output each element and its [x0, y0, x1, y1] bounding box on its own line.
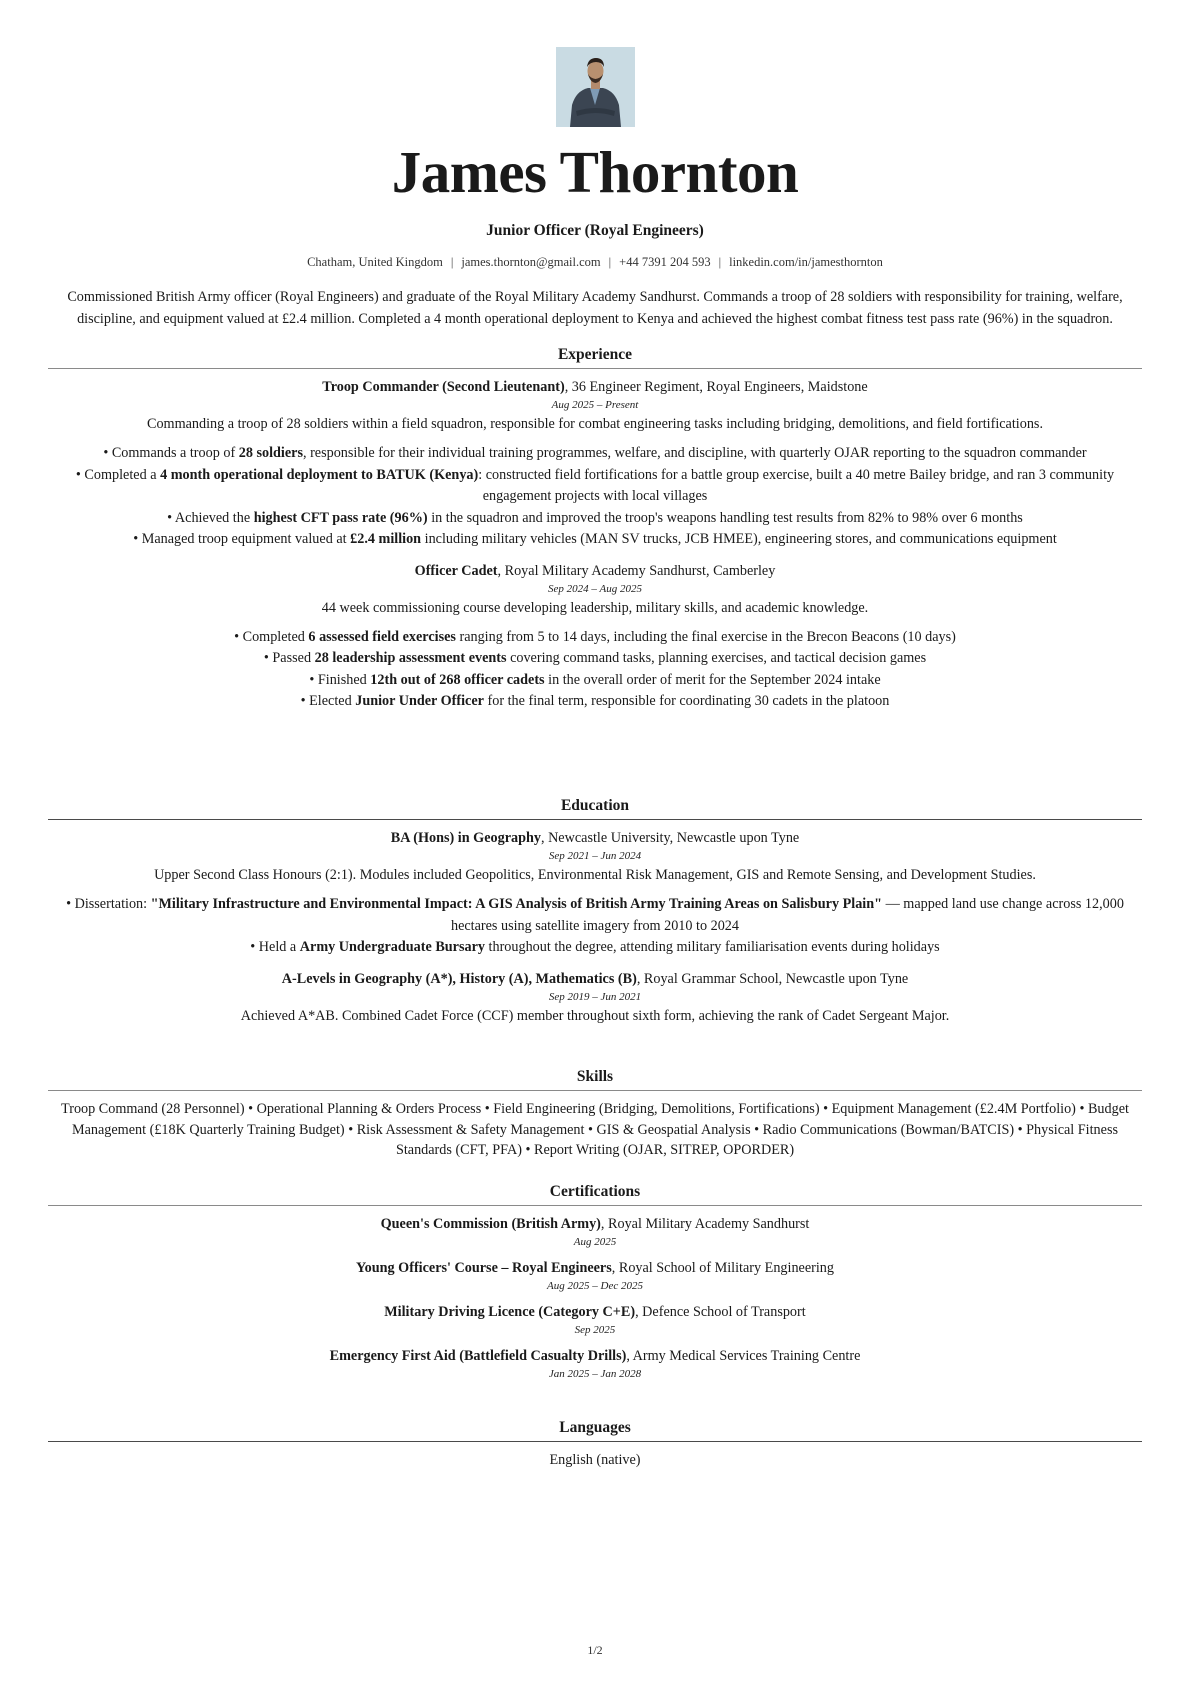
bullet-text: in the squadron and improved the troop's weapons handling test results from 82% to 98% over 6 months [427, 509, 1023, 526]
bullet-text: • Finished [309, 671, 371, 688]
bullet-item [48, 529, 1142, 551]
institution: , Newcastle University, Newcastle upon Tyne [540, 830, 800, 846]
section-heading-education: Education [560, 797, 630, 814]
degree-title: A-Levels in Geography (A*), History (A), Mathematics (B) [281, 970, 637, 987]
entry-heading [48, 828, 1142, 848]
bullet-text: for the final term, responsible for coordinating 30 cadets in the platoon [483, 693, 890, 709]
bullet-item [48, 894, 1142, 937]
bullet-text: including military vehicles (MAN SV trucks, JCB HMEE), engineering stores, and communications equipment [421, 531, 1057, 547]
contact-email[interactable]: james.thornton@gmail.com [461, 255, 601, 269]
skills-list: Troop Command (28 Personnel) • Operational Planning & Orders Process • Field Engineering (Bridging, Demolitions, Fortifications) • Equipment Management (£2.4M Portfolio) • Budget Management (£18K Quarterly Training Budget) • Risk Assessment & Safety Management • GIS & Geospatial Analysis • Radio Communications (Bowman/BATCIS) • Physical Fitness Standards (CFT, PFA) • Report Writing (OJAR, SITREP, OPORDER) [61, 1101, 1129, 1158]
bullet-item [48, 937, 1142, 959]
bullet-text: • Commands a troop of [103, 445, 239, 461]
bullet-highlight: £2.4 million [350, 531, 422, 547]
certification-issuer: , Royal School of Military Engineering [611, 1260, 834, 1276]
experience-entry [48, 377, 1142, 551]
institution: , Royal Grammar School, Newcastle upon Tyne [636, 970, 909, 987]
bullet-text: • Held a [250, 939, 300, 955]
bullet-item [48, 670, 1142, 692]
candidate-name: James Thornton [391, 139, 799, 205]
entry-heading [48, 969, 1142, 989]
entry-date: Sep 2021 – Jun 2024 [548, 850, 642, 862]
bullet-item [48, 648, 1142, 670]
bullet-highlight: 12th out of 268 officer cadets [370, 671, 545, 688]
organization: , Royal Military Academy Sandhurst, Camberley [497, 562, 776, 579]
contact-line [0, 255, 1190, 270]
contact-linkedin[interactable]: linkedin.com/in/jamesthornton [729, 255, 883, 269]
education-entry [48, 969, 1142, 1027]
entry-date: Aug 2025 – Present [551, 399, 639, 411]
bullet-highlight: "Military Infrastructure and Environmental Impact: A GIS Analysis of British Army Training Areas on Salisbury Plain" [150, 896, 883, 912]
profile-photo [556, 47, 635, 127]
bullet-item [48, 443, 1142, 465]
certification-issuer: , Army Medical Services Training Centre [626, 1348, 861, 1364]
certification-entry [48, 1346, 1142, 1383]
certification-date: Aug 2025 [573, 1236, 617, 1248]
certification-name: Young Officers' Course – Royal Engineers [356, 1260, 612, 1276]
certification-entry [48, 1214, 1142, 1251]
entry-date: Sep 2019 – Jun 2021 [548, 990, 642, 1003]
certification-entry [48, 1258, 1142, 1295]
section-heading-skills: Skills [576, 1068, 614, 1085]
entry-heading [48, 377, 1142, 397]
bullet-item [48, 627, 1142, 649]
certification-date: Aug 2025 – Dec 2025 [547, 1280, 643, 1292]
section-heading-certifications: Certifications [549, 1183, 641, 1200]
education-entry [48, 828, 1142, 959]
certification-issuer: , Royal Military Academy Sandhurst [600, 1216, 810, 1232]
section-divider [48, 819, 1142, 820]
bullet-list [48, 894, 1142, 959]
organization: , 36 Engineer Regiment, Royal Engineers, Maidstone [564, 379, 868, 395]
contact-phone[interactable]: +44 7391 204 593 [619, 255, 711, 269]
certification-heading [48, 1258, 1142, 1278]
entry-date: Sep 2024 – Aug 2025 [548, 582, 642, 595]
bullet-list [48, 443, 1142, 551]
section-divider [48, 1090, 1142, 1091]
bullet-text: , responsible for their individual training programmes, welfare, and discipline, with quarterly OJAR reporting to the squadron commander [302, 445, 1087, 461]
role-title: Troop Commander (Second Lieutenant) [322, 379, 565, 395]
bullet-text: throughout the degree, attending military familiarisation events during holidays [485, 939, 940, 955]
separator: | [718, 255, 722, 269]
degree-title: BA (Hons) in Geography [390, 830, 541, 846]
bullet-text: • Managed troop equipment valued at [133, 531, 351, 547]
language-item: English (native) [549, 1452, 641, 1468]
education-section [48, 795, 1142, 1027]
bullet-text: in the overall order of merit for the September 2024 intake [544, 671, 881, 688]
skills-section [48, 1066, 1142, 1161]
bullet-highlight: 28 leadership assessment events [314, 650, 507, 666]
experience-section [48, 344, 1142, 713]
certification-date: Jan 2025 – Jan 2028 [548, 1368, 642, 1380]
entry-description: 44 week commissioning course developing leadership, military skills, and academic knowledge. [321, 599, 869, 616]
bullet-text: • Passed [263, 650, 315, 666]
entry-heading [48, 561, 1142, 581]
bullet-text: covering command tasks, planning exercises, and tactical decision games [506, 650, 927, 666]
entry-description: Upper Second Class Honours (2:1). Modules included Geopolitics, Environmental Risk Management, GIS and Remote Sensing, and Development Studies. [154, 867, 1036, 883]
section-divider [48, 1205, 1142, 1206]
bullet-text: ranging from 5 to 14 days, including the final exercise in the Brecon Beacons (10 days) [455, 628, 956, 645]
certification-issuer: , Defence School of Transport [635, 1304, 806, 1320]
bullet-highlight: 4 month operational deployment to BATUK (Kenya) [160, 466, 479, 483]
certification-name: Emergency First Aid (Battlefield Casualty Drills) [329, 1348, 627, 1364]
bullet-highlight: 6 assessed field exercises [308, 628, 456, 645]
certifications-section [48, 1181, 1142, 1383]
page-number: 1/2 [587, 1643, 603, 1657]
bullet-item [48, 465, 1142, 508]
bullet-highlight: highest CFT pass rate (96%) [253, 509, 428, 526]
bullet-item [48, 508, 1142, 530]
bullet-highlight: Junior Under Officer [355, 693, 484, 709]
bullet-highlight: Army Undergraduate Bursary [299, 939, 485, 955]
bullet-text: : constructed field fortifications for a battle group exercise, built a 40 metre Bailey bridge, and ran 3 community engagement projects with local villages [478, 466, 1115, 504]
section-divider [48, 1441, 1142, 1442]
certification-heading [48, 1214, 1142, 1234]
contact-location: Chatham, United Kingdom [307, 255, 443, 269]
bullet-text: • Completed a [75, 466, 161, 483]
bullet-text: • Elected [300, 693, 356, 709]
bullet-text: — mapped land use change across 12,000 hectares using satellite imagery from 2010 to 2024 [450, 896, 1124, 934]
bullet-text: • Completed [234, 628, 309, 645]
summary: Commissioned British Army officer (Royal Engineers) and graduate of the Royal Military Academy Sandhurst. Commands a troop of 28 soldiers with responsibility for training, welfare, discipline, and equipment valued at £2.4 million. Completed a 4 month operational deployment to Kenya and achieved the highest combat fitness test pass rate (96%) in the squadron. [67, 289, 1123, 327]
certification-name: Military Driving Licence (Category C+E) [384, 1304, 636, 1320]
separator: | [450, 255, 454, 269]
certification-date: Sep 2025 [574, 1324, 616, 1336]
certification-heading [48, 1346, 1142, 1366]
entry-description: Commanding a troop of 28 soldiers within a field squadron, responsible for combat engineering tasks including bridging, demolitions, and field fortifications. [146, 416, 1043, 432]
bullet-item [48, 691, 1142, 713]
certification-name: Queen's Commission (British Army) [380, 1216, 601, 1232]
certification-entry [48, 1302, 1142, 1339]
languages-section [48, 1417, 1142, 1471]
role-title: Officer Cadet [414, 562, 498, 579]
bullet-text: • Achieved the [167, 509, 254, 526]
separator: | [608, 255, 612, 269]
bullet-highlight: 28 soldiers [238, 445, 303, 461]
entry-description: Achieved A*AB. Combined Cadet Force (CCF) member throughout sixth form, achieving the rank of Cadet Sergeant Major. [240, 1007, 950, 1024]
section-divider [48, 368, 1142, 369]
bullet-text: • Dissertation: [66, 896, 151, 912]
certification-heading [48, 1302, 1142, 1322]
section-heading-languages: Languages [559, 1419, 631, 1436]
section-heading-experience: Experience [557, 346, 633, 363]
job-title: Junior Officer (Royal Engineers) [486, 222, 704, 239]
experience-entry [48, 561, 1142, 713]
bullet-list [48, 627, 1142, 713]
